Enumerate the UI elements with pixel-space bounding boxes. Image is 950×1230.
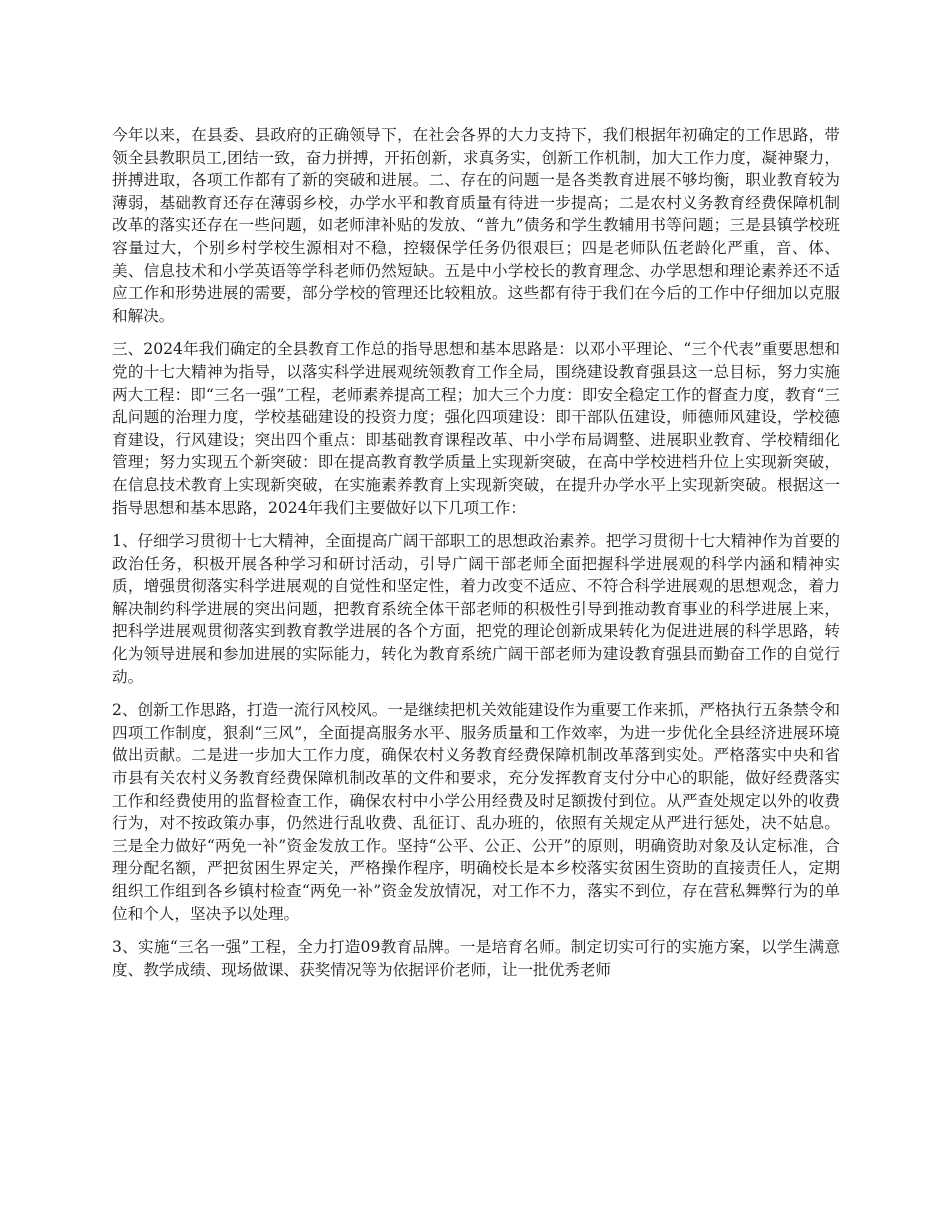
paragraph-guiding-thought: 三、2024年我们确定的全县教育工作总的指导思想和基本思路是：以邓小平理论、“三个代表”重要思想和党的十七大精神为指导，以落实科学进展观统领教育工作全局，围绕建设教育强县这一总目标，努力实施两大工程：即“三名一强”工程，老师素养提高工程；加大三个力度：即安全稳定工作的督查力度，教育“三乱问题的治理力度，学校基础建设的投资力度；强化四项建设：即干部队伍建设，师德师风建设，学校德育建设，行风建设；突出四个重点：即基础教育课程改革、中小学布局调整、进展职业教育、学校精细化管理；努力实现五个新突破：即在提高教育教学质量上实现新突破，在高中学校进档升位上实现新突破，在信息技术教育上实现新突破，在实施素养教育上实现新突破，在提升办学水平上实现新突破。根据这一指导思想和基本思路，2024年我们主要做好以下几项工作： bbox=[112, 340, 840, 517]
paragraph-item-3: 3、实施“三名一强”工程，全力打造09教育品牌。一是培育名师。制定切实可行的实施方案，以学生满意度、教学成绩、现场做课、获奖情况等为依据评价老师，让一批优秀老师 bbox=[112, 938, 840, 979]
paragraph-item-2: 2、创新工作思路，打造一流行风校风。一是继续把机关效能建设作为重要工作来抓，严格执行五条禁令和四项工作制度，狠刹“三风”，全面提高服务水平、服务质量和工作效率，为进一步优化全县经济进展环境做出贡献。二是进一步加大工作力度，确保农村义务教育经费保障机制改革落到实处。严格落实中央和省市县有关农村义务教育经费保障机制改革的文件和要求，充分发挥教育支付分中心的职能，做好经费落实工作和经费使用的监督检查工作，确保农村中小学公用经费及时足额拨付到位。从严查处规定以外的收费行为，对不按政策办事，仍然进行乱收费、乱征订、乱办班的，依照有关规定从严进行惩处，决不姑息。三是全力做好“两免一补”资金发放工作。坚持“公平、公正、公开”的原则，明确资助对象及认定标准，合理分配名额，严把贫困生界定关，严格操作程序，明确校长是本乡校落实贫困生资助的直接责任人，定期组织工作组到各乡镇村检查“两免一补”资金发放情况，对工作不力，落实不到位，存在营私舞弊行为的单位和个人，坚决予以处理。 bbox=[112, 701, 840, 923]
document-body bbox=[112, 124, 840, 992]
paragraph-item-1: 1、仔细学习贯彻十七大精神，全面提高广阔干部职工的思想政治素养。把学习贯彻十七大精神作为首要的政治任务，积极开展各种学习和研讨活动，引导广阔干部老师全面把握科学进展观的科学内涵和精神实质，增强贯彻落实科学进展观的自觉性和坚定性，着力改变不适应、不符合科学进展观的思想观念，着力解决制约科学进展的突出问题，把教育系统全体干部老师的积极性引导到推动教育事业的科学进展上来，把科学进展观贯彻落实到教育教学进展的各个方面，把党的理论创新成果转化为促进进展的科学思路，转化为领导进展和参加进展的实际能力，转化为教育系统广阔干部老师为建设教育强县而勤奋工作的自觉行动。 bbox=[112, 532, 840, 686]
paragraph-intro-and-problems: 今年以来，在县委、县政府的正确领导下，在社会各界的大力支持下，我们根据年初确定的工作思路，带领全县教职员工,团结一致，奋力拼搏，开拓创新，求真务实，创新工作机制，加大工作力度，凝神聚力，拼搏进取，各项工作都有了新的突破和进展。二、存在的问题一是各类教育进展不够均衡，职业教育较为薄弱，基础教育还存在薄弱乡校，办学水平和教育质量有待进一步提高；二是农村义务教育经费保障机制改革的落实还存在一些问题，如老师津补贴的发放、“普九”债务和学生教辅用书等问题；三是县镇学校班容量过大，个别乡村学校生源相对不稳，控辍保学任务仍很艰巨；四是老师队伍老龄化严重，音、体、美、信息技术和小学英语等学科老师仍然短缺。五是中小学校长的教育理念、办学思想和理论素养还不适应工作和形势进展的需要，部分学校的管理还比较粗放。这些都有待于我们在今后的工作中仔细加以克服和解决。 bbox=[112, 126, 840, 325]
